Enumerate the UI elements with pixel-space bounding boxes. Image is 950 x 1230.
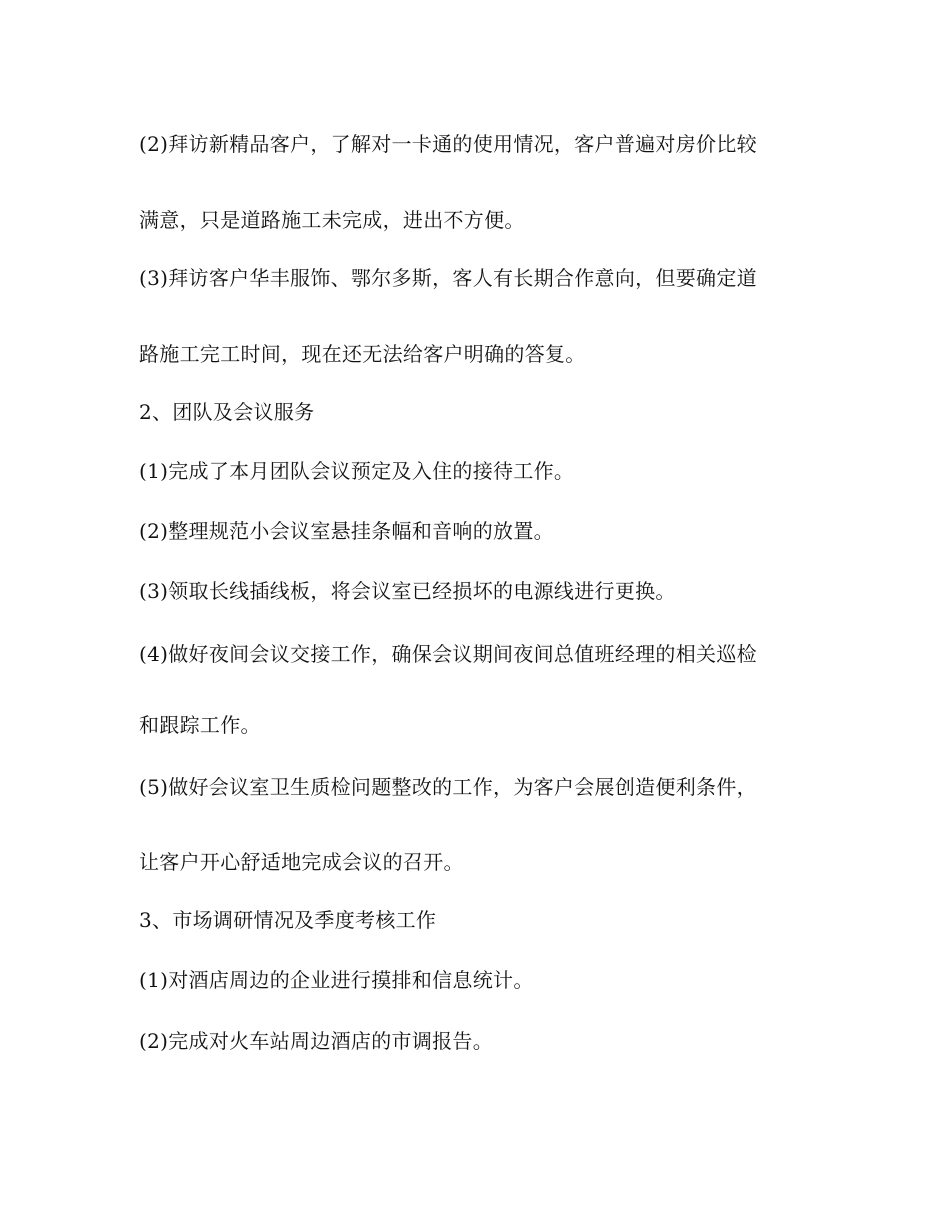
- text-line: (1)完成了本月团队会议预定及入住的接待工作。: [139, 459, 575, 483]
- text-line: (4)做好夜间会议交接工作，确保会议期间夜间总值班经理的相关巡检: [139, 642, 757, 666]
- text-line: (2)拜访新精品客户，了解对一卡通的使用情况，客户普遍对房价比较: [139, 132, 757, 156]
- section-heading: 3、市场调研情况及季度考核工作: [139, 908, 437, 932]
- text-line: (3)拜访客户华丰服饰、鄂尔多斯，客人有长期合作意向，但要确定道: [139, 266, 757, 290]
- text-line: (2)整理规范小会议室悬挂条幅和音响的放置。: [139, 519, 554, 543]
- text-line: 满意，只是道路施工未完成，进出不方便。: [139, 208, 525, 232]
- text-line: (1)对酒店周边的企业进行摸排和信息统计。: [139, 968, 534, 992]
- text-line: 让客户开心舒适地完成会议的召开。: [139, 850, 464, 874]
- section-heading: 2、团队及会议服务: [139, 400, 315, 424]
- text-line: (2)完成对火车站周边酒店的市调报告。: [139, 1029, 494, 1053]
- text-line: 路施工完工时间，现在还无法给客户明确的答复。: [139, 342, 586, 366]
- text-line: 和跟踪工作。: [139, 713, 261, 737]
- text-line: (3)领取长线插线板，将会议室已经损坏的电源线进行更换。: [139, 579, 676, 603]
- text-line: (5)做好会议室卫生质检问题整改的工作，为客户会展创造便利条件，: [139, 775, 757, 799]
